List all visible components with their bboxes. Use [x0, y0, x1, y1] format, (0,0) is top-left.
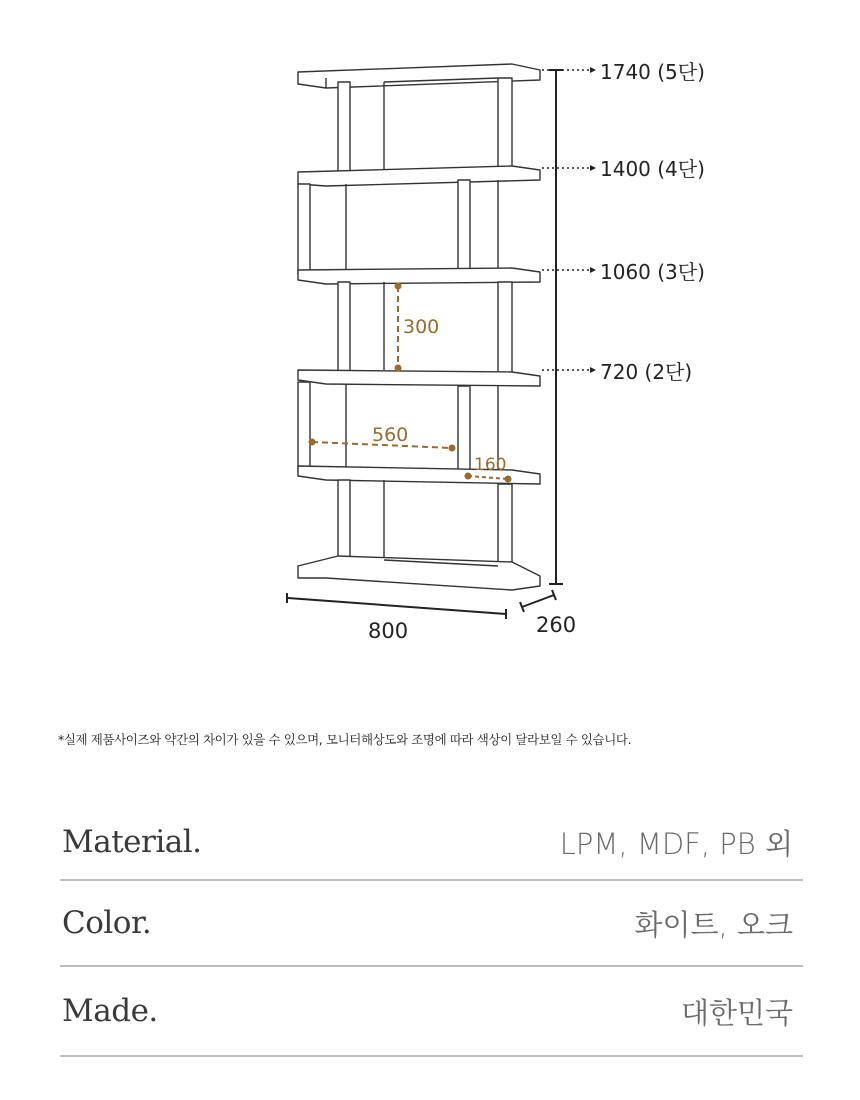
width-dimension [287, 593, 506, 619]
width-label: 800 [368, 619, 409, 643]
inner-depth-label: 160 [474, 455, 507, 475]
inner-height-label: 300 [403, 316, 440, 338]
height-label-5: 1740 (5단) [600, 60, 705, 84]
spec-table [60, 805, 803, 1057]
height-label-2: 720 (2단) [600, 360, 693, 384]
spec-value-material: LPM, MDF, PB 외 [559, 826, 793, 861]
inner-height-annotation [395, 283, 402, 372]
shelf-panel [338, 282, 350, 374]
inner-width-label: 560 [372, 424, 409, 446]
height-label-4: 1400 (4단) [600, 157, 705, 181]
spec-label-made: Made. [62, 993, 158, 1029]
shelf-base [298, 556, 540, 590]
height-leaders [542, 70, 590, 370]
shelf-panel [298, 184, 310, 274]
shelf-panel [498, 78, 512, 170]
shelf-panel [458, 386, 470, 476]
shelf-board-2 [298, 370, 540, 386]
spec-value-color: 화이트, 오크 [634, 907, 793, 942]
spec-row-material [60, 805, 803, 881]
height-dimension [549, 70, 563, 584]
shelf-panel [458, 180, 470, 272]
shelf-panel [298, 382, 310, 472]
depth-dimension [520, 590, 556, 612]
spec-label-color: Color. [62, 905, 152, 941]
spec-row-made [60, 967, 803, 1057]
spec-value-made: 대한민국 [680, 995, 793, 1030]
shelf-board-4 [298, 166, 540, 186]
disclaimer-text: *실제 제품사이즈와 약간의 차이가 있을 수 있으며, 모니터해상도와 조명에 따라 색상이 달라보일 수 있습니다. [58, 732, 632, 747]
spec-label-material: Material. [62, 824, 202, 860]
spec-row-color [60, 881, 803, 967]
depth-label: 260 [536, 613, 577, 637]
height-label-3: 1060 (3단) [600, 260, 705, 284]
shelf-panel [338, 82, 350, 172]
shelf-panel [498, 282, 512, 374]
